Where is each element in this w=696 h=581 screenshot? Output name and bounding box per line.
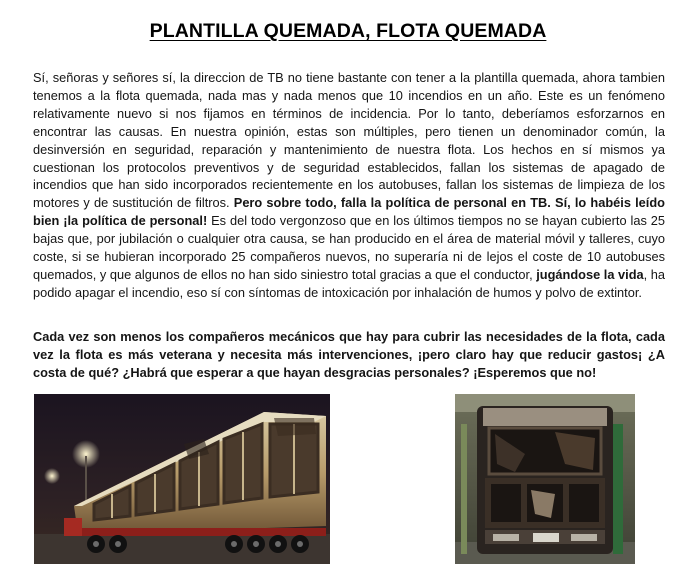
paragraph-main-text-c: , ha podido apagar el incendio, eso sí con síntomas de intoxicación por inhalación de humos y polvo de extintor. (33, 266, 666, 300)
photo-burned-bus-garage (455, 394, 635, 564)
paragraph-main (33, 69, 665, 302)
burned-bus-garage-image (455, 394, 635, 564)
paragraph-closing: Cada vez son menos los compañeros mecánicos que hay para cubrir las necesidades de la flota, cada vez la flota es más veterana y necesita más intervenciones, ¡pero claro hay que reducir gastos¡ ¿A costa de qué? ¿Habrá que esperar a que hayan desgracias personales? ¡Esperemos que no! (33, 329, 665, 380)
paragraph-main-bold-b: jugándose la vida (536, 266, 644, 282)
photo-burned-bus-trailer (34, 394, 330, 564)
paragraph-main-bold-a: Pero sobre todo, falla la política de personal en TB. Sí, lo habéis leído bien ¡la política de personal! (33, 195, 665, 229)
paragraph-main-text-b: Es del todo vergonzoso que en los últimos tiempos no se hayan cubierto las 25 bajas que, por jubilación o cualquier otra causa, se han producido en el área de material móvil y talleres, cuyo coste, si se hubieran incorporado 25 compañeros nuevos, no superaría ni de lejos el coste de 10 autobuses quemados, y que algunos de ellos no han sido siniestro total gracias a que el conductor, (33, 213, 665, 282)
burned-bus-trailer-image (34, 394, 330, 564)
page-title: PLANTILLA QUEMADA, FLOTA QUEMADA (149, 20, 547, 42)
paragraph-main-text-a: Sí, señoras y señores sí, la direccion de TB no tiene bastante con tener a la plantilla quemada, ahora tambien tenemos a la flota quemada, nada mas y nada menos que 10 incendios en un año. Este es un fenómeno relativamente nuevo si nos fijamos en términos de incidencia. Por lo tanto, deberíamos esforzarnos en encontrar las causas. En nuestra opinión, estas son múltiples, pero tienen un denominador común, la desinversión en seguridad, reparación y mantenimiento de nuestra flota. Los hechos en sí mismos ya cuestionan los protocolos preventivos y de seguridad establecidos, fallan los sistemas de apagado de incendios que han sido incorporados recientemente en los autobuses, fallan los sistemas de limpieza de los motores y de sustitución de filtros. (33, 70, 665, 211)
